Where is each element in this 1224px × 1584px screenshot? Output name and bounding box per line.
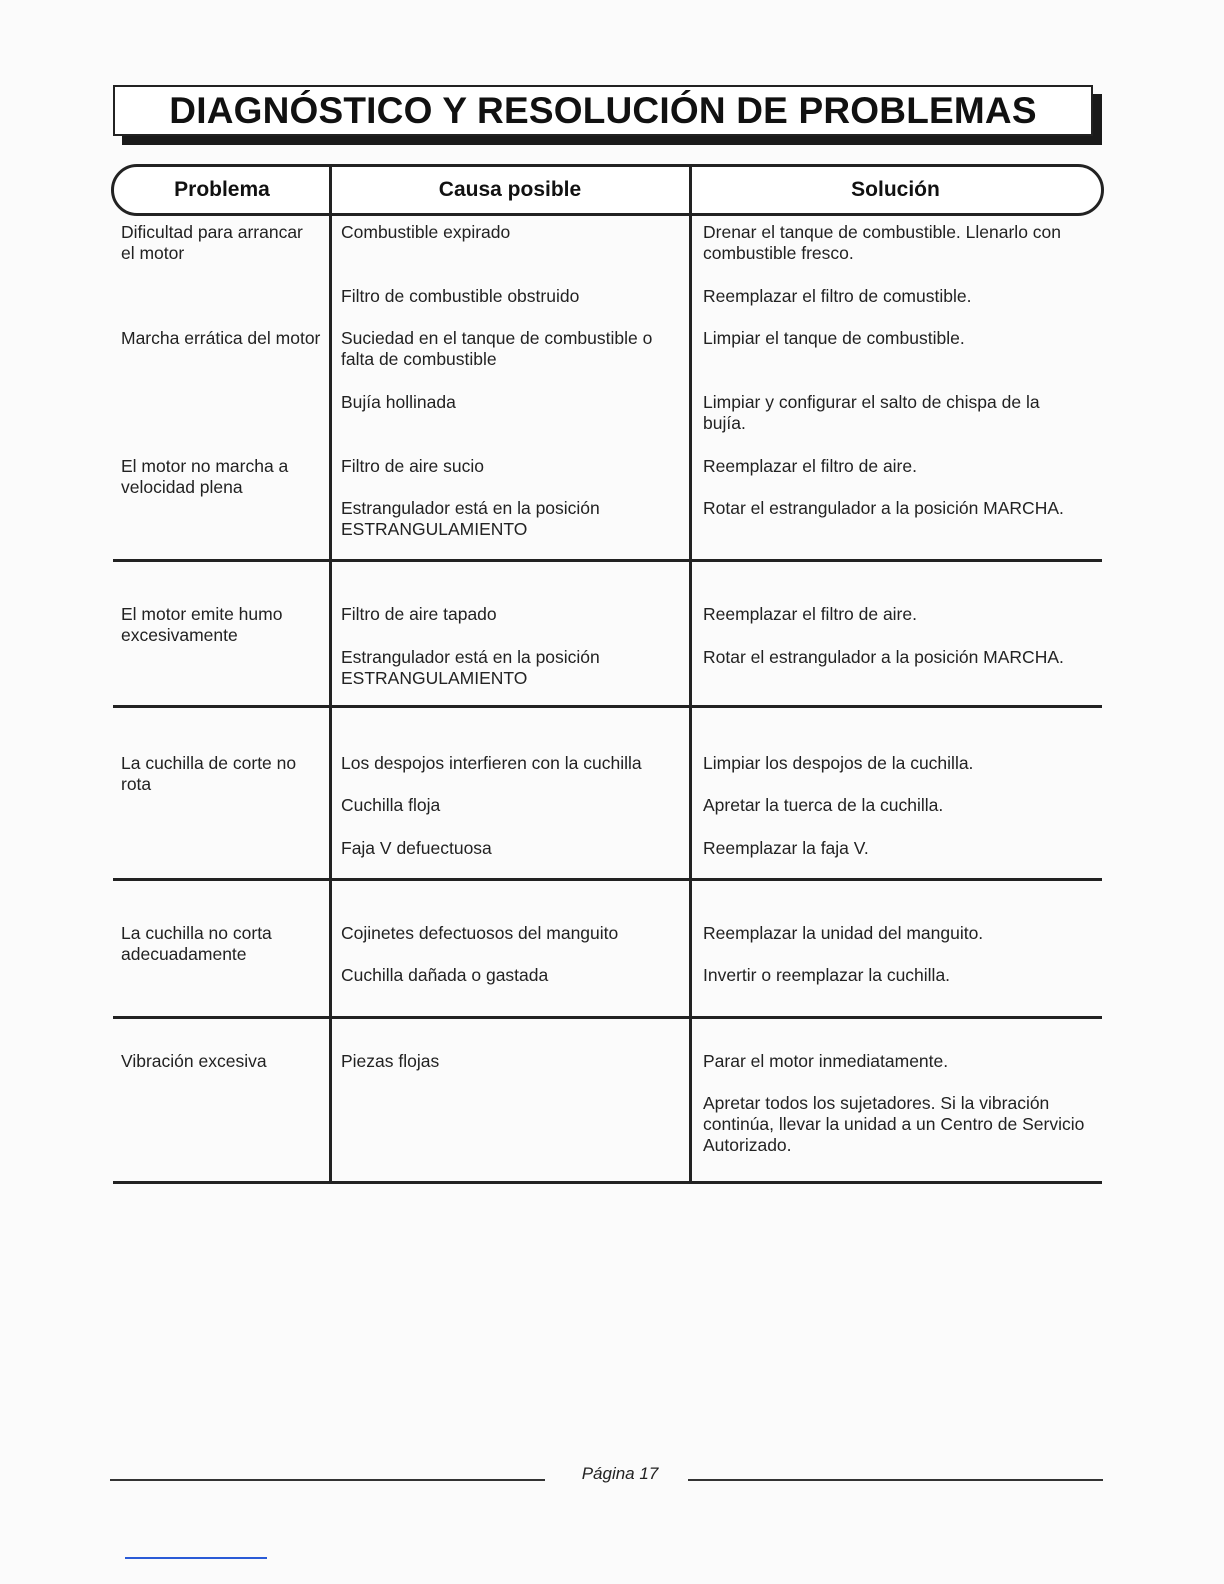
solution-cell: Parar el motor inmediatamente. — [703, 1051, 949, 1071]
solution-cell: Reemplazar la faja V. — [703, 838, 869, 858]
solution-cell: Rotar el estrangulador a la posición MARCHA. — [703, 498, 1064, 518]
solution-cell: Limpiar y configurar el salto de chispa de la bujía. — [703, 392, 1040, 433]
solution-cell: Rotar el estrangulador a la posición MARCHA. — [703, 647, 1064, 667]
solution-cell: Apretar todos los sujetadores. Si la vibración continúa, llevar la unidad a un Centro de Servicio Autorizado. — [703, 1093, 1085, 1155]
cause-cell: Combustible expirado — [341, 222, 511, 242]
solution-cell: Limpiar el tanque de combustible. — [703, 328, 965, 348]
problem-cell: La cuchilla no corta adecuadamente — [121, 923, 272, 964]
solution-cell: Reemplazar el filtro de aire. — [703, 604, 917, 624]
solution-cell: Apretar la tuerca de la cuchilla. — [703, 795, 944, 815]
cause-cell: Cojinetes defectuosos del manguito — [341, 923, 619, 943]
row-divider — [113, 559, 1102, 562]
solution-cell: Limpiar los despojos de la cuchilla. — [703, 753, 974, 773]
problem-cell: Marcha errática del motor — [121, 328, 321, 348]
cause-cell: Piezas flojas — [341, 1051, 440, 1071]
link-underline — [125, 1557, 267, 1559]
row-divider — [113, 1181, 1102, 1184]
title-box — [113, 85, 1093, 136]
row-divider — [113, 1016, 1102, 1019]
problem-cell: Dificultad para arrancar el motor — [121, 222, 303, 263]
page-title: DIAGNÓSTICO Y RESOLUCIÓN DE PROBLEMAS — [169, 89, 1037, 131]
cause-cell: Suciedad en el tanque de combustible o falta de combustible — [341, 328, 653, 369]
cause-cell: Bujía hollinada — [341, 392, 456, 412]
header-problem: Problema — [174, 178, 270, 201]
problem-cell: El motor emite humo excesivamente — [121, 604, 283, 645]
cause-cell: Filtro de aire sucio — [341, 456, 484, 476]
cause-cell: Cuchilla floja — [341, 795, 441, 815]
problem-cell: La cuchilla de corte no rota — [121, 753, 297, 794]
table-header — [111, 164, 1104, 216]
problem-cell: El motor no marcha a velocidad plena — [121, 456, 289, 497]
footer-rule-left — [110, 1479, 545, 1481]
solution-cell: Reemplazar el filtro de aire. — [703, 456, 917, 476]
problem-cell: Vibración excesiva — [121, 1051, 267, 1071]
cause-cell: Estrangulador está en la posición ESTRANGULAMIENTO — [341, 647, 600, 688]
cause-cell: Estrangulador está en la posición ESTRANGULAMIENTO — [341, 498, 600, 539]
header-cause: Causa posible — [438, 178, 582, 201]
column-divider — [329, 164, 332, 1184]
cause-cell: Cuchilla dañada o gastada — [341, 965, 549, 985]
page-number: Página 17 — [581, 1464, 659, 1483]
row-divider — [113, 705, 1102, 708]
solution-cell: Invertir o reemplazar la cuchilla. — [703, 965, 951, 985]
footer-rule-right — [688, 1479, 1103, 1481]
column-divider — [689, 164, 692, 1184]
cause-cell: Los despojos interfieren con la cuchilla — [341, 753, 642, 773]
row-divider — [113, 878, 1102, 881]
solution-cell: Reemplazar el filtro de comustible. — [703, 286, 972, 306]
cause-cell: Faja V defuectuosa — [341, 838, 492, 858]
solution-cell: Reemplazar la unidad del manguito. — [703, 923, 984, 943]
cause-cell: Filtro de aire tapado — [341, 604, 497, 624]
header-solution: Solución — [851, 178, 940, 201]
solution-cell: Drenar el tanque de combustible. Llenarlo con combustible fresco. — [703, 222, 1061, 263]
cause-cell: Filtro de combustible obstruido — [341, 286, 580, 306]
